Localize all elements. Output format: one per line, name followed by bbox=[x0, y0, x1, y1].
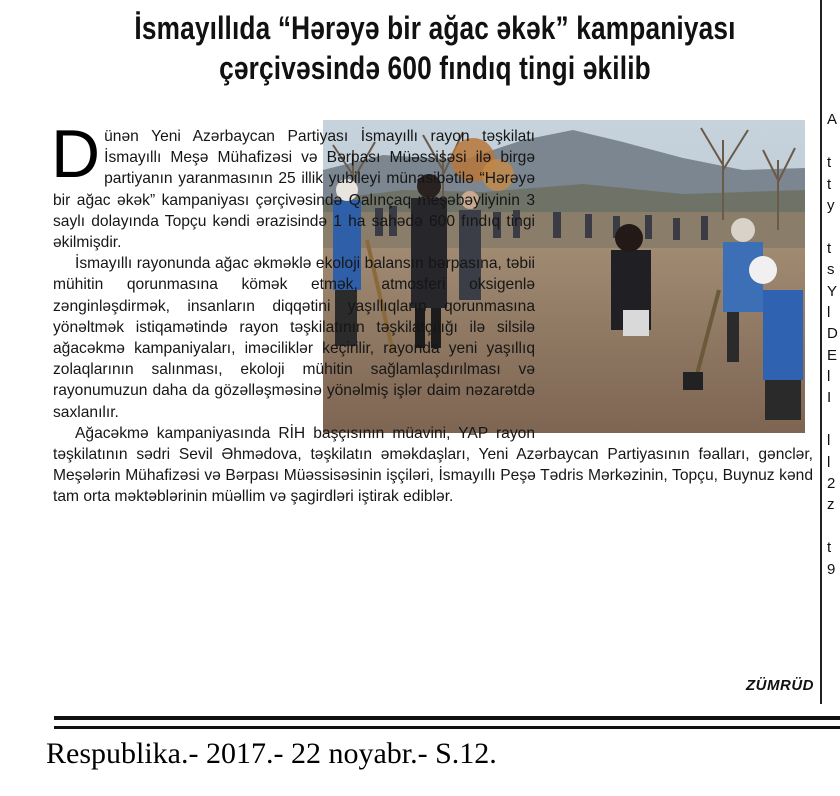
footer-rule-bottom bbox=[54, 726, 840, 729]
edge-letter bbox=[827, 88, 840, 109]
edge-letter: y bbox=[827, 196, 835, 214]
edge-letter: l bbox=[827, 303, 831, 321]
author-byline: ZÜMRÜD bbox=[746, 677, 814, 694]
edge-letter: l bbox=[827, 453, 831, 471]
edge-letter: s bbox=[827, 261, 835, 279]
column-divider bbox=[820, 0, 822, 704]
edge-letter: t bbox=[827, 239, 832, 257]
edge-letter: t bbox=[827, 175, 832, 193]
edge-letter: I bbox=[827, 389, 832, 407]
footer-rule-top bbox=[54, 716, 840, 720]
paragraph-1-text: ünən Yeni Azərbaycan Partiyası İsmayıllı rayon təşkilatı İsmayıllı Meşə Mühafizəsi və Bərpası Müəssisəsi ilə birgə partiyanın yaranmasının 25 illik yubileyi münasibətilə “Hərəyə bir ağac əkək” kampaniyası çərçivəsində Qalınçaq meşəbəyliyinin 3 saylı dolayında Topçu kəndi ərazisində 1 ha sahədə 600 fındıq tingi əkilmişdir. bbox=[53, 128, 535, 252]
edge-letter: D bbox=[827, 325, 838, 343]
headline-line-2: çərçivəsində 600 fındıq tingi əkilib bbox=[219, 50, 651, 86]
drop-cap: D bbox=[51, 116, 101, 192]
edge-letter: 9 bbox=[827, 560, 836, 578]
edge-letter: l bbox=[827, 368, 831, 386]
edge-letter bbox=[827, 516, 840, 537]
edge-letter bbox=[827, 131, 840, 152]
edge-letter: t bbox=[827, 539, 832, 557]
edge-letter: E bbox=[827, 346, 838, 364]
headline bbox=[111, 8, 759, 88]
article-body bbox=[51, 116, 813, 508]
article-paragraph-3: Ağacəkmə kampaniyasında RİH başçısının müavini, YAP rayon təşkilatının sədri Sevil Əhmədova, təşkilatın əməkdaşları, Yeni Azərbaycan Partiyasının fəalları, gənclər, Meşələrin Mühafizəsi və Bərpası Müəssisəsinin işçiləri, İsmayıllı Peşə Tədris Mərkəzinin, Topçu, Buynuz kənd tam orta məktəblərinin müəllim və şagirdləri iştirak ediblər. bbox=[53, 424, 813, 506]
source-citation: Respublika.- 2017.- 22 noyabr.- S.12. bbox=[46, 737, 497, 770]
edge-letter: 2 bbox=[827, 475, 836, 493]
edge-letter: l bbox=[827, 432, 831, 450]
edge-letter bbox=[827, 216, 840, 237]
edge-letter: Y bbox=[827, 282, 838, 300]
adjacent-column-fragment bbox=[827, 88, 840, 580]
edge-letter bbox=[827, 409, 840, 430]
edge-letter: A bbox=[827, 111, 838, 129]
edge-letter: t bbox=[827, 154, 832, 172]
headline-line-1: İsmayıllıda “Hərəyə bir ağac əkək” kampaniyası bbox=[134, 10, 736, 46]
edge-letter: z bbox=[827, 496, 835, 514]
article-paragraph-2: İsmayıllı rayonunda ağac əkməklə ekoloji balansın bərpasına, təbii mühitin qorunmasına kömək etmək, atmosferi oksigenlə zənginləşdirmək, insanların diqqətini yaşıllıqların qorunmasına yönəltmək istiqamətində rayon təşkilatının təşkilatçılığı ilə silsilə ağacəkmə kampaniyaları, iməciliklər keçirilir, rayonda yeni yaşıllıq zolaqlarının salınması, ekoloji mühitin sağlamlaşdırılması və rayonumuzun daha da gözəlləşməsinə yönəlmiş işlər daim nəzarətdə saxlanılır. bbox=[53, 255, 535, 421]
photo-placeholder bbox=[541, 126, 813, 438]
